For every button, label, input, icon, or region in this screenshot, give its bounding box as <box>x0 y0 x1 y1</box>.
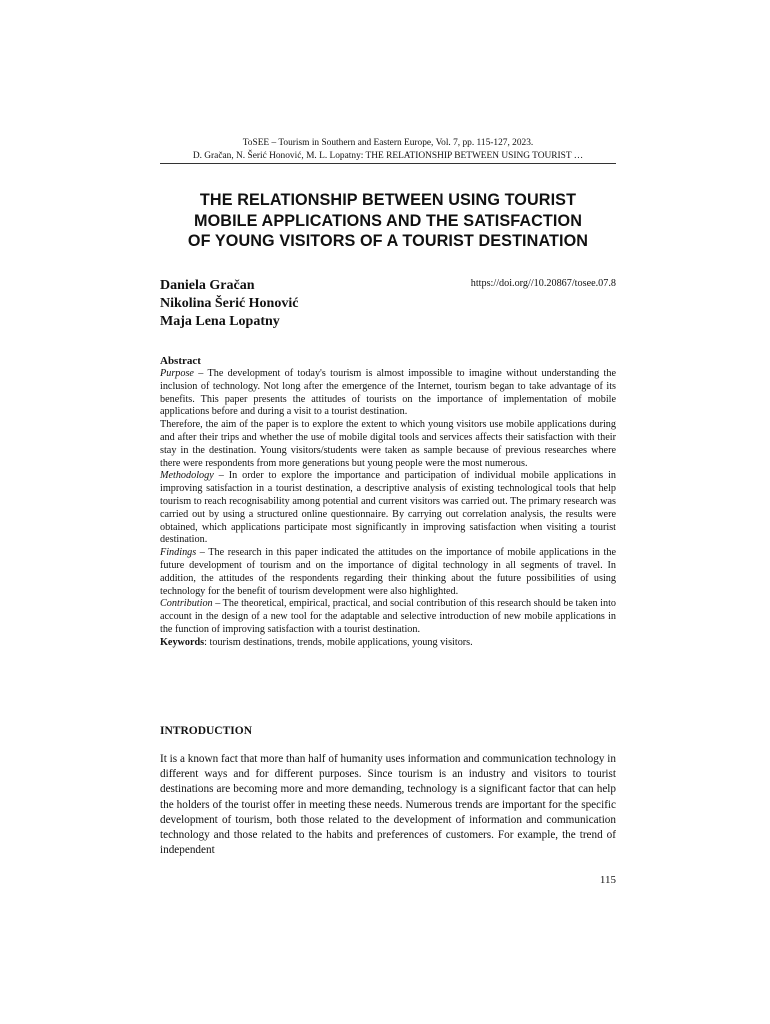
keywords-label: Keywords <box>160 636 205 648</box>
methodology-text: – In order to explore the importance and participation of individual mobile applications in improving satisfaction in a tourist destination, a descriptive analysis of existing technological tools that help tourism to reach recognisability among potential and current visitors was carried out. The primary research was carried out by using a structured online questionnaire. By carrying out correlation analysis, the results were obtained, which applications participate most significantly in improving satisfaction when visiting a tourist destination. <box>160 470 616 546</box>
abstract-heading: Abstract <box>160 355 201 367</box>
abstract-methodology <box>160 470 616 547</box>
abstract-contribution <box>160 598 616 636</box>
page-number: 115 <box>599 874 616 886</box>
title-line-2: MOBILE APPLICATIONS AND THE SATISFACTION <box>194 211 582 230</box>
author-1: Daniela Gračan <box>160 278 255 293</box>
findings-label: Findings <box>160 547 197 559</box>
keywords-text: : tourism destinations, trends, mobile applications, young visitors. <box>204 636 473 648</box>
contribution-text: – The theoretical, empirical, practical, and social contribution of this research should be taken into account in the design of a new tool for the adaptable and selective introduction of new mobile applications in the function of improving satisfaction with a tourist destination. <box>160 598 616 635</box>
introduction-paragraph: It is a known fact that more than half of humanity uses information and communication technology in different ways and for different purposes. Since tourism is an industry and visitors to tourist destinations are becoming more and more demanding, technology is a significant factor that can help the holders of the tourist offer in meeting these needs. Numerous trends are important for the specific development of tourism, both those related to the development of information and communication technology and those related to the habits and preferences of customers. For example, the trend of independent <box>160 753 616 857</box>
title-line-1: THE RELATIONSHIP BETWEEN USING TOURIST <box>199 191 577 209</box>
abstract-findings <box>160 547 616 598</box>
running-header-authors: D. Gračan, N. Šerić Honović, M. L. Lopatny: THE RELATIONSHIP BETWEEN USING TOURIST … <box>192 150 584 161</box>
abstract-purpose <box>160 368 616 419</box>
running-header-journal: ToSEE – Tourism in Southern and Eastern Europe, Vol. 7, pp. 115-127, 2023. <box>242 138 534 148</box>
running-header <box>160 137 616 164</box>
author-3: Maja Lena Lopatny <box>160 314 280 329</box>
purpose-text: – The development of today's tourism is almost impossible to imagine without understanding the inclusion of technology. Not long after the emergence of the Internet, tourism began to take advantage of its benefits. This paper presents the attitudes of tourists on the importance of implementation of mobile applications before and during a visit to a tourist destination. <box>160 368 616 418</box>
paper-title <box>160 190 616 252</box>
doi-link[interactable]: https://doi.org//10.20867/tosee.07.8 <box>470 278 616 289</box>
page <box>160 0 616 1024</box>
abstract-aim: Therefore, the aim of the paper is to explore the extent to which young visitors use mobile applications during and after their trips and whether the use of mobile digital tools and services affects their satisfaction with their stay in the destination. Young visitors/students were taken as sample because of previous researches where there were respondents from more generations but young people were the most numerous. <box>160 419 616 469</box>
purpose-label: Purpose <box>160 368 194 379</box>
author-2: Nikolina Šerić Honović <box>160 296 299 311</box>
methodology-label: Methodology <box>160 470 214 482</box>
abstract-keywords <box>160 637 616 650</box>
title-line-3: OF YOUNG VISITORS OF A TOURIST DESTINATION <box>187 232 589 250</box>
introduction-heading: INTRODUCTION <box>160 725 253 737</box>
contribution-label: Contribution <box>160 598 213 610</box>
author-list <box>160 277 298 331</box>
abstract <box>160 355 616 650</box>
findings-text: – The research in this paper indicated the attitudes on the importance of mobile applications in the future development of tourism and on the importance of digital technology in all segments of travel. In addition, the attitudes of the respondents regarding their thinking about the future possibilities of using technology for the benefit of tourism development were also highlighted. <box>160 547 616 597</box>
